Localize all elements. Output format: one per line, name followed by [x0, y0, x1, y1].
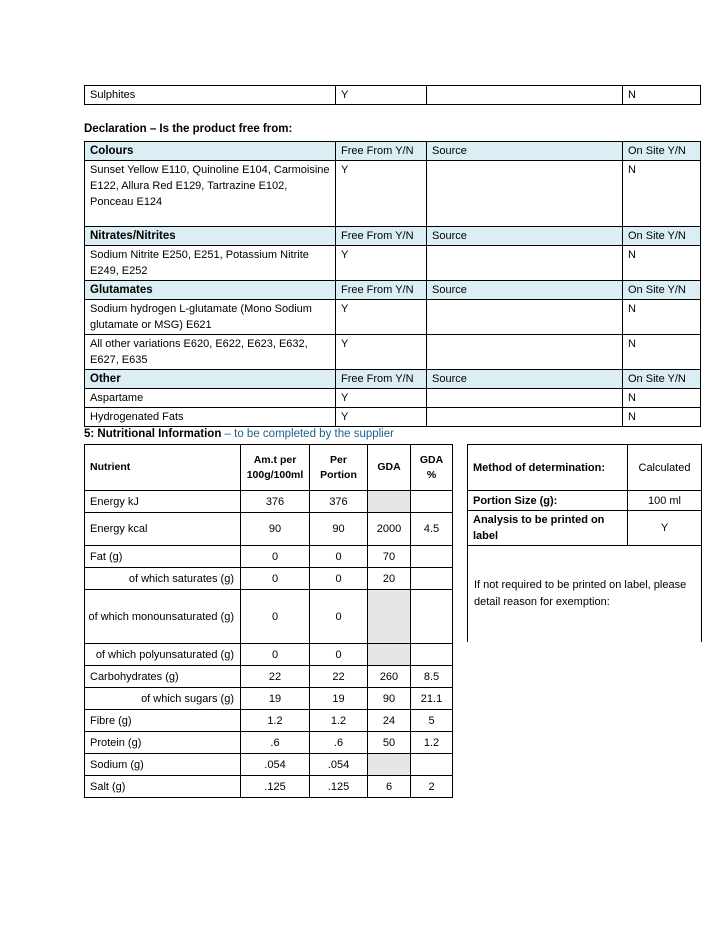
- free-from-value: Y: [336, 389, 427, 408]
- gda-pct-value: [411, 491, 453, 513]
- gda-value: 6: [368, 776, 411, 798]
- nutrient-name: of which sugars (g): [85, 688, 241, 710]
- on-site-header: On Site Y/N: [623, 281, 701, 300]
- per100-header: Am.t per 100g/100ml: [241, 445, 310, 491]
- gda-value: [368, 644, 411, 666]
- source-header: Source: [427, 281, 623, 300]
- per100-value: 1.2: [241, 710, 310, 732]
- nutrient-name: of which monounsaturated (g): [85, 590, 241, 644]
- table-row: [468, 491, 702, 511]
- table-row: [85, 335, 701, 370]
- gda-value: 90: [368, 688, 411, 710]
- gda-header: GDA: [368, 445, 411, 491]
- additive-item: Sodium Nitrite E250, E251, Potassium Nitrite E249, E252: [85, 246, 336, 281]
- method-table: [467, 444, 702, 642]
- nutrition-title-text: 5: Nutritional Information: [84, 428, 222, 440]
- method-value: Calculated: [628, 445, 702, 491]
- per100-value: 0: [241, 568, 310, 590]
- per100-value: 0: [241, 590, 310, 644]
- source-value: [427, 408, 623, 427]
- additive-item: Aspartame: [85, 389, 336, 408]
- gda-value: 260: [368, 666, 411, 688]
- table-row: [85, 710, 453, 732]
- portion-value: 0: [310, 590, 368, 644]
- group-name: Glutamates: [85, 281, 336, 300]
- declaration-body: [85, 142, 701, 427]
- additive-item: Sodium hydrogen L-glutamate (Mono Sodium glutamate or MSG) E621: [85, 300, 336, 335]
- table-row: [85, 776, 453, 798]
- free-from-value: Y: [336, 408, 427, 427]
- gda-pct-value: 2: [411, 776, 453, 798]
- portion-value: .054: [310, 754, 368, 776]
- free-from-value: Y: [336, 246, 427, 281]
- table-row: [85, 161, 701, 227]
- table-row: [85, 688, 453, 710]
- table-row: [85, 732, 453, 754]
- table-row: [85, 389, 701, 408]
- portion-value: 0: [310, 568, 368, 590]
- gda-pct-value: 1.2: [411, 732, 453, 754]
- table-row: [468, 445, 702, 491]
- portion-size-label: Portion Size (g):: [468, 491, 628, 511]
- gda-pct-value: [411, 568, 453, 590]
- group-name: Other: [85, 370, 336, 389]
- nutrition-section-title: [84, 428, 394, 440]
- portion-value: .125: [310, 776, 368, 798]
- additive-item: Sunset Yellow E110, Quinoline E104, Carmoisine E122, Allura Red E129, Tartrazine E102, Ponceau E124: [85, 161, 336, 227]
- table-row: [85, 300, 701, 335]
- gda-value: 70: [368, 546, 411, 568]
- table-row: [85, 590, 453, 644]
- per100-value: 90: [241, 513, 310, 546]
- table-row: [85, 754, 453, 776]
- table-row: [85, 491, 453, 513]
- exemption-note: If not required to be printed on label, please detail reason for exemption:: [468, 546, 702, 642]
- sulphites-onsite: N: [623, 86, 701, 105]
- on-site-header: On Site Y/N: [623, 142, 701, 161]
- table-row: [85, 513, 453, 546]
- declaration-table: [84, 141, 701, 427]
- sulphites-source: [427, 86, 623, 105]
- nutrient-name: Fibre (g): [85, 710, 241, 732]
- additive-item: Hydrogenated Fats: [85, 408, 336, 427]
- table-row: [85, 666, 453, 688]
- nutrient-name: Salt (g): [85, 776, 241, 798]
- source-value: [427, 300, 623, 335]
- source-value: [427, 389, 623, 408]
- free-from-value: Y: [336, 161, 427, 227]
- gda-pct-value: 8.5: [411, 666, 453, 688]
- group-header-row: [85, 281, 701, 300]
- nutrient-name: of which saturates (g): [85, 568, 241, 590]
- table-row: [468, 546, 702, 642]
- table-row: [85, 644, 453, 666]
- nutrient-name: Energy kcal: [85, 513, 241, 546]
- on-site-header: On Site Y/N: [623, 370, 701, 389]
- table-row: [85, 546, 453, 568]
- per100-value: .054: [241, 754, 310, 776]
- table-row: [85, 246, 701, 281]
- per100-value: 0: [241, 546, 310, 568]
- free-from-value: Y: [336, 300, 427, 335]
- per100-value: 376: [241, 491, 310, 513]
- gda-pct-value: [411, 644, 453, 666]
- analysis-label: Analysis to be printed on label: [468, 511, 628, 546]
- nutrition-table: [84, 444, 453, 798]
- gda-value: 24: [368, 710, 411, 732]
- group-name: Nitrates/Nitrites: [85, 227, 336, 246]
- portion-size-value: 100 ml: [628, 491, 702, 511]
- method-label: Method of determination:: [468, 445, 628, 491]
- nutrient-name: Fat (g): [85, 546, 241, 568]
- sulphites-label: Sulphites: [85, 86, 336, 105]
- on-site-value: N: [623, 408, 701, 427]
- per100-value: 0: [241, 644, 310, 666]
- portion-value: 22: [310, 666, 368, 688]
- per100-value: .125: [241, 776, 310, 798]
- gda-value: 50: [368, 732, 411, 754]
- gda-value: [368, 590, 411, 644]
- gda-pct-value: [411, 590, 453, 644]
- gda-pct-value: 5: [411, 710, 453, 732]
- declaration-title: Declaration – Is the product free from:: [84, 123, 293, 135]
- nutrient-header: Nutrient: [85, 445, 241, 491]
- group-header-row: [85, 370, 701, 389]
- group-header-row: [85, 142, 701, 161]
- free-from-header: Free From Y/N: [336, 142, 427, 161]
- source-value: [427, 161, 623, 227]
- source-header: Source: [427, 370, 623, 389]
- on-site-value: N: [623, 335, 701, 370]
- portion-value: 376: [310, 491, 368, 513]
- nutrient-name: Carbohydrates (g): [85, 666, 241, 688]
- analysis-value: Y: [628, 511, 702, 546]
- table-row: [468, 511, 702, 546]
- portion-value: 0: [310, 644, 368, 666]
- additive-item: All other variations E620, E622, E623, E632, E627, E635: [85, 335, 336, 370]
- portion-value: .6: [310, 732, 368, 754]
- portion-value: 0: [310, 546, 368, 568]
- table-row: [85, 568, 453, 590]
- gda-value: 2000: [368, 513, 411, 546]
- nutrient-name: Protein (g): [85, 732, 241, 754]
- sulphites-table: [84, 85, 701, 105]
- nutrition-body: [85, 491, 453, 798]
- nutrition-title-note: – to be completed by the supplier: [221, 428, 394, 440]
- source-header: Source: [427, 142, 623, 161]
- nutrient-name: of which polyunsaturated (g): [85, 644, 241, 666]
- on-site-value: N: [623, 246, 701, 281]
- group-header-row: [85, 227, 701, 246]
- portion-value: 90: [310, 513, 368, 546]
- on-site-value: N: [623, 161, 701, 227]
- source-header: Source: [427, 227, 623, 246]
- nutrient-name: Sodium (g): [85, 754, 241, 776]
- on-site-value: N: [623, 389, 701, 408]
- free-from-header: Free From Y/N: [336, 370, 427, 389]
- free-from-header: Free From Y/N: [336, 281, 427, 300]
- table-row: [85, 408, 701, 427]
- per100-value: 19: [241, 688, 310, 710]
- source-value: [427, 335, 623, 370]
- per100-value: .6: [241, 732, 310, 754]
- nutrient-name: Energy kJ: [85, 491, 241, 513]
- on-site-value: N: [623, 300, 701, 335]
- portion-header: Per Portion: [310, 445, 368, 491]
- on-site-header: On Site Y/N: [623, 227, 701, 246]
- per100-value: 22: [241, 666, 310, 688]
- gda-pct-value: 21.1: [411, 688, 453, 710]
- gda-value: [368, 754, 411, 776]
- gda-value: 20: [368, 568, 411, 590]
- sulphites-free: Y: [336, 86, 427, 105]
- gda-pct-value: [411, 754, 453, 776]
- gda-pct-value: [411, 546, 453, 568]
- portion-value: 1.2: [310, 710, 368, 732]
- portion-value: 19: [310, 688, 368, 710]
- nutrition-header-row: [85, 445, 453, 491]
- gda-pct-header: GDA %: [411, 445, 453, 491]
- gda-pct-value: 4.5: [411, 513, 453, 546]
- gda-value: [368, 491, 411, 513]
- source-value: [427, 246, 623, 281]
- table-row: [85, 86, 701, 105]
- free-from-value: Y: [336, 335, 427, 370]
- group-name: Colours: [85, 142, 336, 161]
- free-from-header: Free From Y/N: [336, 227, 427, 246]
